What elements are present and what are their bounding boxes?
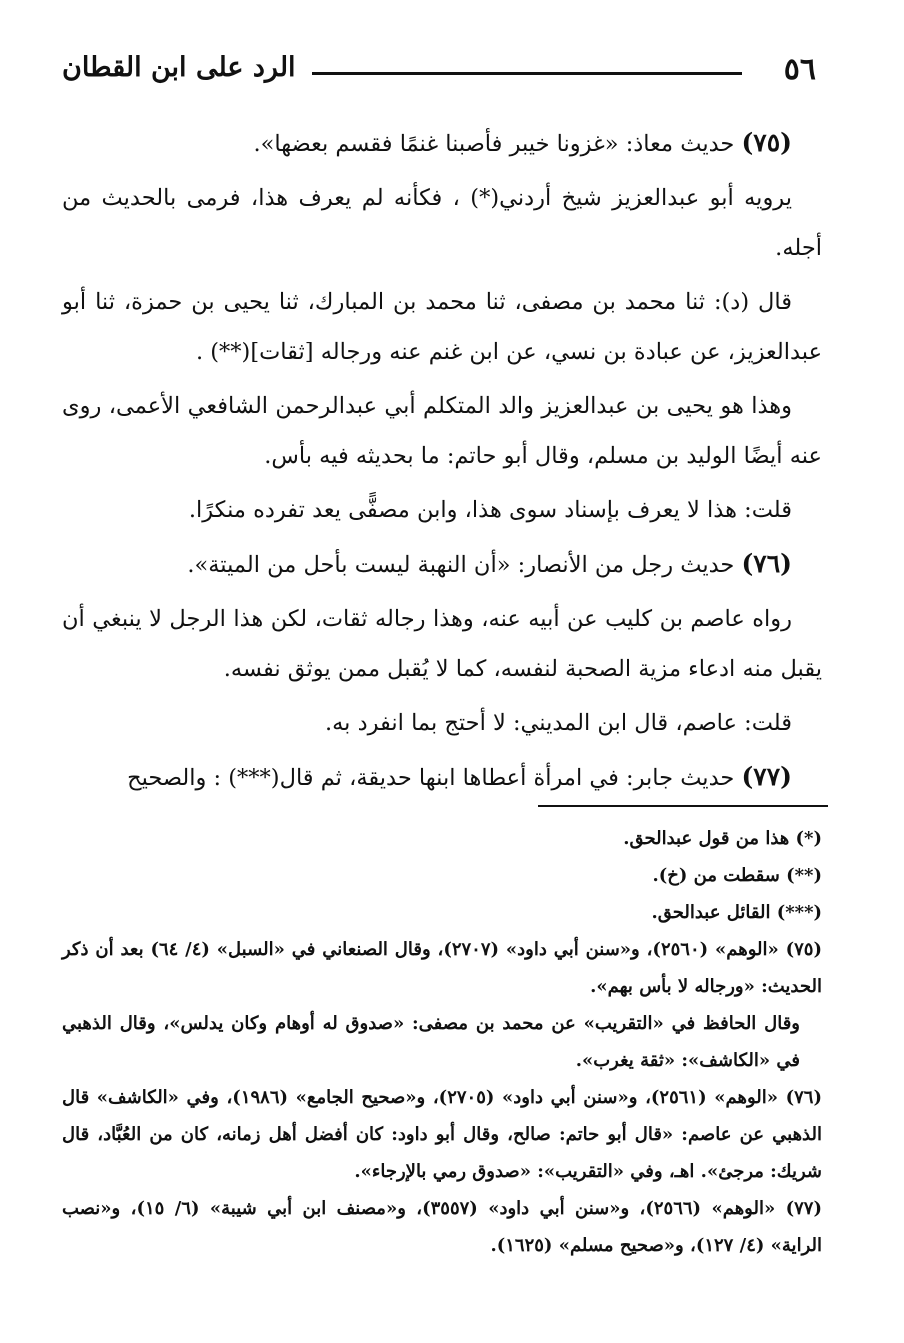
footnote: (***) القائل عبدالحق. [651, 902, 822, 923]
hadith-number: (٧٦) [741, 549, 792, 578]
hadith-number: (٧٧) [741, 762, 792, 791]
paragraph [62, 485, 822, 535]
paragraph-text: قال (د): ثنا محمد بن مصفى، ثنا محمد بن المبارك، ثنا يحيى بن حمزة، ثنا أبو عبدالعزيز، عن عبادة بن نسي، عن ابن غنم عنه ورجاله [ثقات](**) . [62, 289, 822, 365]
paragraph-hadith-76 [62, 539, 822, 590]
paragraph-text: قلت: هذا لا يعرف بإسناد سوى هذا، وابن مصفًّى يعد تفرده منكرًا. [188, 497, 792, 523]
footnote: (٧٦) «الوهم» (٢٥٦١)، و«سنن أبي داود» (٢٧٠٥)، و«صحيح الجامع» (١٩٨٦)، وفي «الكاشف» قال الذهبي عن عاصم: «قال أبو حاتم: صالح، وقال أبو داود: كان أفضل أهل زمانه، كان من العُبَّاد، قال شريك: مرجئ». اهـ، وفي «التقريب»: «صدوق رمي بالإرجاء». [62, 1087, 823, 1182]
page-number: ٥٦ [783, 52, 816, 87]
paragraph-text: رواه عاصم بن كليب عن أبيه عنه، وهذا رجاله ثقات، لكن هذا الرجل لا ينبغي أن يقبل منه ادعاء مزية الصحبة لنفسه، كما لا يُقبل ممن يوثق نفسه. [62, 606, 822, 682]
paragraph-text: قلت: عاصم، قال ابن المديني: لا أحتج بما انفرد به. [324, 710, 792, 736]
footnote: (**) سقطت من (خ). [652, 865, 822, 886]
paragraph-text: يرويه أبو عبدالعزيز شيخ أردني(*) ، فكأنه لم يعرف هذا، فرمى بالحديث من أجله. [62, 185, 822, 261]
paragraph-text: حديث معاذ: «غزونا خيبر فأصبنا غنمًا فقسم بعضها». [253, 131, 742, 157]
footnote-separator [538, 805, 828, 807]
paragraph [62, 698, 822, 748]
footnote: (*) هذا من قول عبدالحق. [623, 828, 822, 849]
paragraph-hadith-77 [62, 752, 822, 803]
paragraph [62, 173, 822, 273]
paragraph [62, 381, 822, 481]
paragraph-text: حديث جابر: في امرأة أعطاها ابنها حديقة، ثم قال(***) : والصحيح [127, 765, 742, 791]
paragraph [62, 594, 822, 694]
book-title: الرد على ابن القطان [62, 52, 296, 83]
header-rule [312, 72, 742, 75]
footnote: وقال الحافظ في «التقريب» عن محمد بن مصفى: «صدوق له أوهام وكان يدلس»، وقال الذهبي في «الكاشف»: «ثقة يغرب». [62, 1013, 800, 1071]
main-text [62, 118, 822, 807]
footnote: (٧٥) «الوهم» (٢٥٦٠)، و«سنن أبي داود» (٢٧٠٧)، وقال الصنعاني في «السبل» (٤/ ٦٤) بعد أن ذكر الحديث: «ورجاله لا بأس بهم». [62, 939, 822, 997]
paragraph [62, 277, 822, 377]
paragraph-hadith-75 [62, 118, 822, 169]
hadith-number: (٧٥) [741, 128, 792, 157]
paragraph-text: حديث رجل من الأنصار: «أن النهبة ليست بأحل من الميتة». [187, 552, 742, 578]
footnote: (٧٧) «الوهم» (٢٥٦٦)، و«سنن أبي داود» (٣٥٥٧)، و«مصنف ابن أبي شيبة» (٦/ ١٥)، و«نصب الراية» (٤/ ١٢٧)، و«صحيح مسلم» (١٦٢٥). [62, 1198, 823, 1256]
footnotes [62, 820, 822, 1264]
paragraph-text: وهذا هو يحيى بن عبدالعزيز والد المتكلم أبي عبدالرحمن الشافعي الأعمى، روى عنه أيضًا الوليد بن مسلم، وقال أبو حاتم: ما بحديثه فيه بأس. [62, 393, 822, 469]
running-header [62, 52, 822, 98]
